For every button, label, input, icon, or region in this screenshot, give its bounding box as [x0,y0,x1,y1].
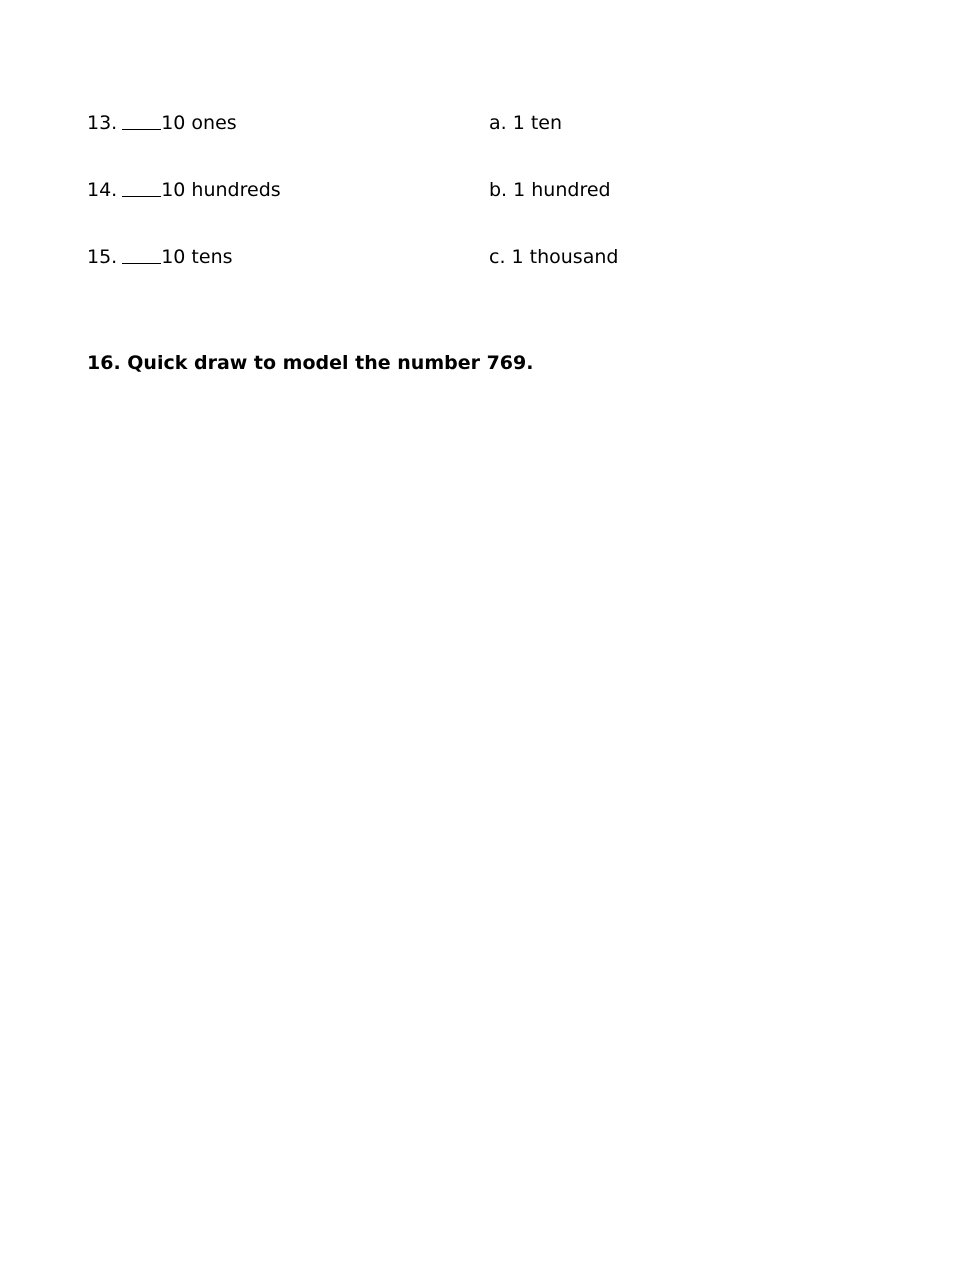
question-text: 10 hundreds [161,179,281,201]
question-number: 14. [87,179,118,201]
matching-row [0,108,979,138]
answer-blank[interactable] [122,195,161,197]
question-number: 13. [87,112,118,134]
matching-question [87,242,233,272]
matching-question [87,108,237,138]
question-number: 15. [87,246,118,268]
answer-blank[interactable] [122,262,161,264]
matching-question [87,175,281,205]
quick-draw-area[interactable] [87,395,892,1195]
matching-choice: c. 1 thousand [489,246,619,268]
answer-blank[interactable] [122,128,161,130]
quick-draw-prompt: 16. Quick draw to model the number 769. [87,352,534,374]
question-text: 10 ones [161,112,237,134]
matching-choice: a. 1 ten [489,112,563,134]
matching-row [0,175,979,205]
question-text: 10 tens [161,246,233,268]
matching-choice: b. 1 hundred [489,179,611,201]
matching-row [0,242,979,272]
